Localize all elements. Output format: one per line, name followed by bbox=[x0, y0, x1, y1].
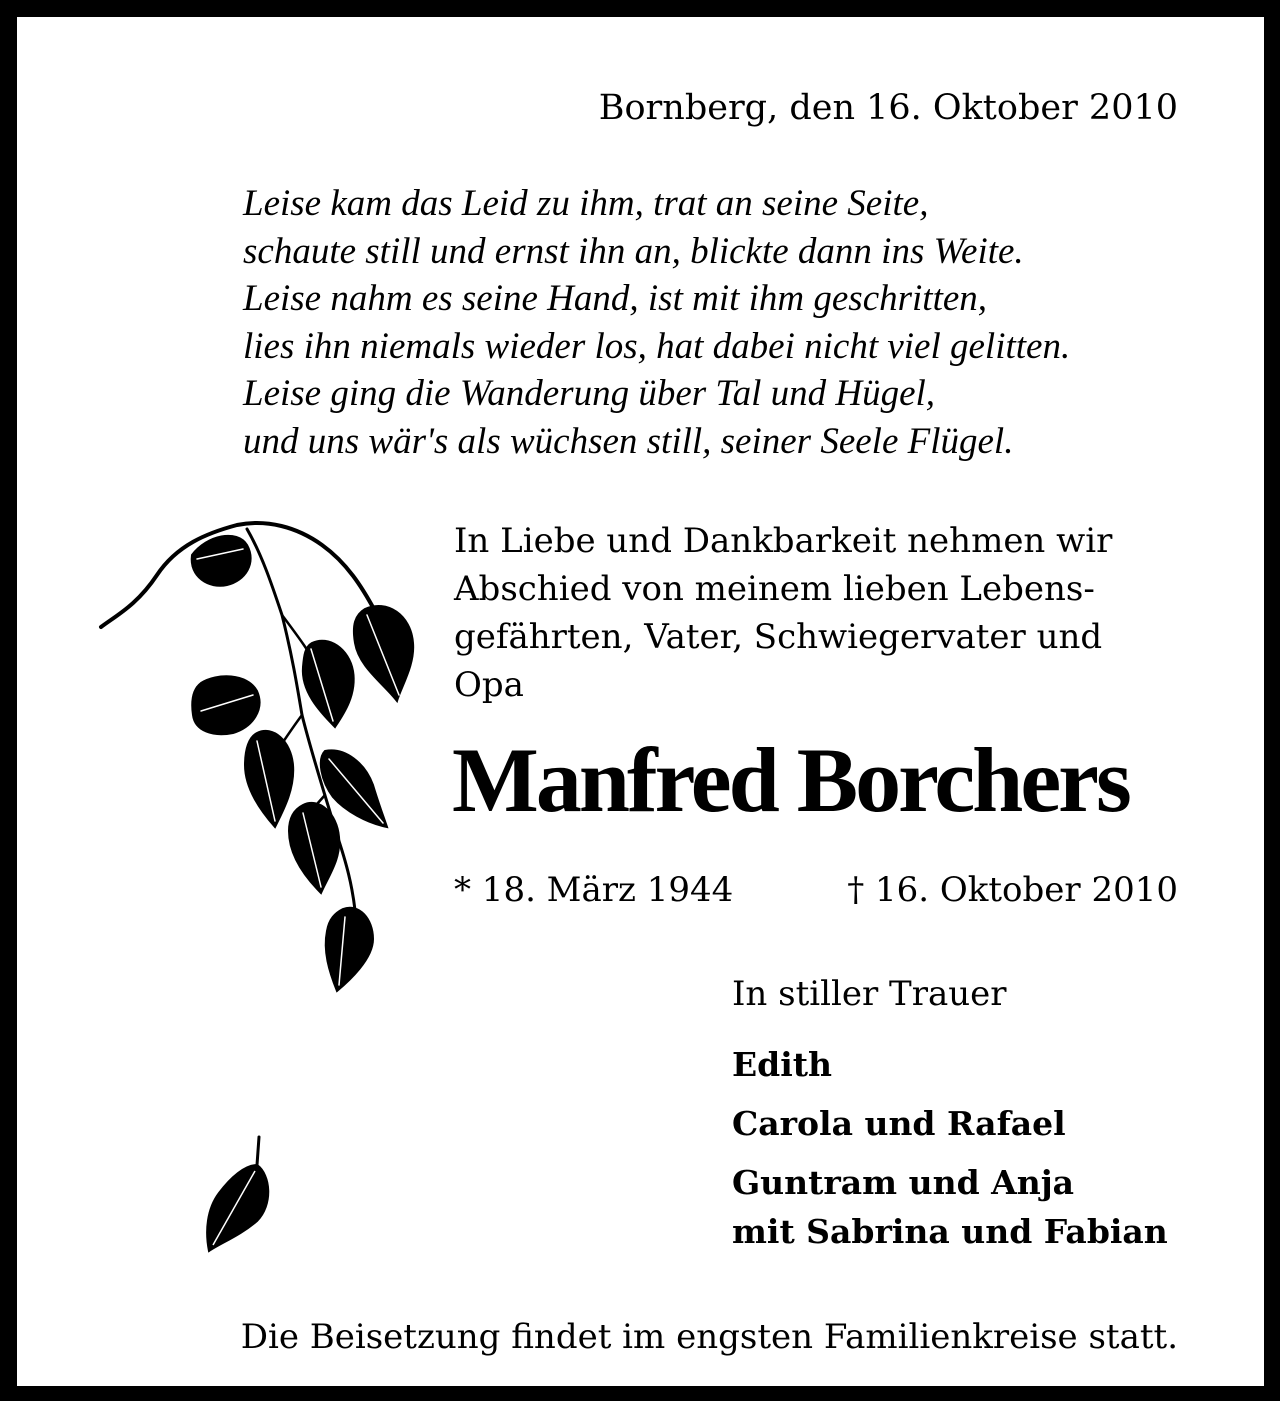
leaf-stem bbox=[257, 1137, 259, 1165]
poem-line: schaute still und ernst ihn an, blickte dann ins Weite. bbox=[243, 230, 1024, 272]
funeral-note: Die Beisetzung findet im engsten Familienkreise statt. bbox=[240, 1317, 1178, 1357]
leaf-icon bbox=[245, 731, 293, 827]
poem-line: Leise kam das Leid zu ihm, trat an seine Seite, bbox=[243, 183, 929, 224]
leaf-icon bbox=[289, 803, 339, 893]
poem bbox=[243, 180, 1070, 465]
mourner-name: Guntram und Anja bbox=[732, 1163, 1075, 1202]
mourner-name: Edith bbox=[732, 1045, 832, 1084]
birch-branch-icon bbox=[97, 515, 427, 995]
intro-line: Abschied von meinem lieben Lebens- bbox=[454, 569, 1095, 609]
leaf-icon bbox=[192, 536, 251, 586]
poem-line: lies ihn niemals wieder los, hat dabei nicht viel gelitten. bbox=[243, 325, 1071, 367]
intro-line: In Liebe und Dankbarkeit nehmen wir bbox=[454, 521, 1113, 561]
mourner-name: Carola und Rafael bbox=[732, 1104, 1066, 1143]
intro-line: Opa bbox=[454, 665, 524, 705]
intro-text bbox=[454, 517, 1112, 709]
poem-line: und uns wär's als wüchsen still, seiner Seele Flügel. bbox=[243, 420, 1014, 462]
leaf-icon bbox=[192, 676, 259, 734]
birth-date: * 18. März 1944 bbox=[454, 870, 734, 910]
mourner-name: mit Sabrina und Fabian bbox=[732, 1212, 1168, 1251]
mourners-list bbox=[732, 1041, 1168, 1255]
leaf-icon bbox=[354, 606, 413, 701]
place-date: Bornberg, den 16. Oktober 2010 bbox=[598, 88, 1178, 128]
poem-line: Leise nahm es seine Hand, ist mit ihm geschritten, bbox=[243, 278, 988, 319]
mourning-label: In stiller Trauer bbox=[732, 974, 1007, 1014]
intro-line: gefährten, Vater, Schwiegervater und bbox=[454, 617, 1103, 657]
deceased-name: Manfred Borchers bbox=[452, 729, 1129, 831]
leaf-icon bbox=[326, 908, 373, 991]
leaf-icon bbox=[303, 641, 354, 727]
fallen-leaf-icon bbox=[201, 1135, 281, 1255]
poem-line: Leise ging die Wanderung über Tal und Hügel, bbox=[243, 373, 936, 414]
death-date: † 16. Oktober 2010 bbox=[847, 870, 1178, 910]
